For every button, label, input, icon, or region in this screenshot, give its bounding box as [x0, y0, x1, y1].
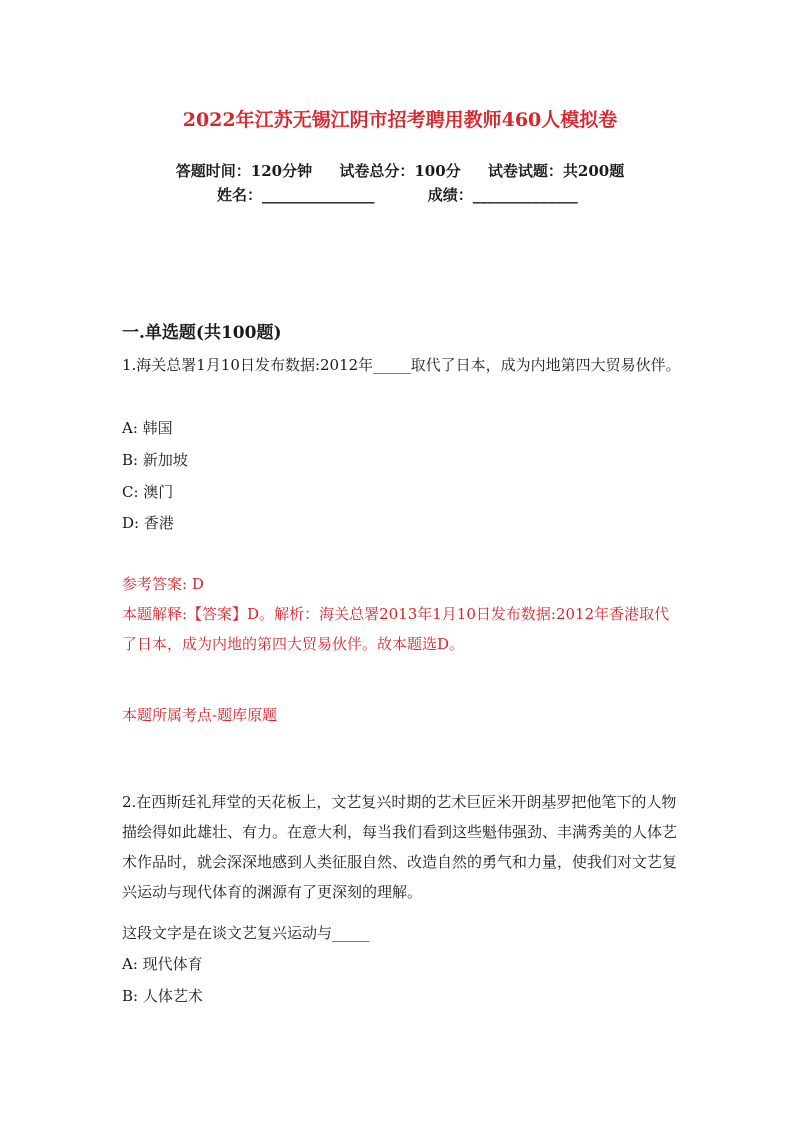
- document-title: 2022年江苏无锡江阴市招考聘用教师460人模拟卷: [182, 109, 618, 131]
- question-1-option-a: A: 韩国: [122, 419, 173, 437]
- question-2-option-a: A: 现代体育: [122, 955, 203, 973]
- name-field: 姓名：_______________: [217, 186, 375, 204]
- exam-total: 试卷总分：100分: [339, 162, 461, 180]
- question-1-option-c: C: 澳门: [122, 483, 174, 501]
- exam-time: 答题时间：120分钟: [175, 162, 313, 180]
- question-1-tag: 本题所属考点-题库原题: [122, 706, 278, 724]
- question-2-prompt: 这段文字是在谈文艺复兴运动与_____: [122, 924, 370, 942]
- exam-meta: [0, 160, 800, 181]
- exam-fields: [217, 184, 578, 205]
- score-field: 成绩：______________: [427, 186, 578, 204]
- question-1-answer: 参考答案: D: [122, 575, 204, 593]
- exam-count: 试卷试题：共200题: [487, 162, 625, 180]
- question-1-stem: 1.海关总署1月10日发布数据:2012年_____取代了日本，成为内地第四大贸易伙伴。: [122, 356, 681, 374]
- question-1-option-b: B: 新加坡: [122, 451, 188, 469]
- section-heading: 一.单选题(共100题): [122, 323, 282, 343]
- question-2-stem: 2.在西斯廷礼拜堂的天花板上，文艺复兴时期的艺术巨匠米开朗基罗把他笔下的人物描绘得如此雄壮、有力。在意大利，每当我们看到这些魁伟强劲、丰满秀美的人体艺术作品时，就会深深地感到人类征服自然、改造自然的勇气和力量，使我们对文艺复兴运动与现代体育的渊源有了更深刻的理解。: [122, 793, 678, 901]
- question-1-explanation: 本题解释:【答案】D。解析：海关总署2013年1月10日发布数据:2012年香港取代了日本，成为内地的第四大贸易伙伴。故本题选D。: [122, 605, 670, 653]
- question-2-option-b: B: 人体艺术: [122, 987, 203, 1005]
- question-1-option-d: D: 香港: [122, 514, 174, 532]
